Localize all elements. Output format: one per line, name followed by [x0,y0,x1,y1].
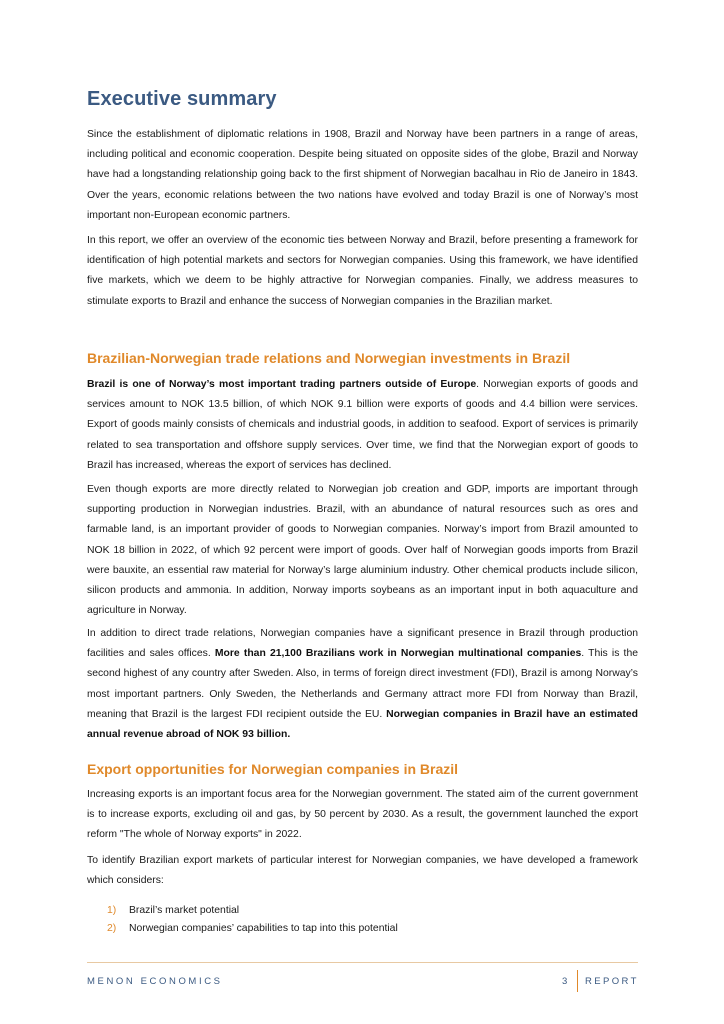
trade-paragraph-2: Even though exports are more directly related to Norwegian job creation and GDP, imports are important through supporting production in Norwegian industries. Brazil, with an abundance of natural resources such as ores and farmable land, is an important provider of goods to Norwegian companies. Norway’s import from Brazil amounted to NOK 18 billion in 2022, of which 92 percent were import of goods. Over half of Norwegian goods imports from Brazil were bauxite, an essential raw material for Norway’s large aluminium industry. Other chemical products include silicon, silicon products and ammonia. In addition, Norway imports soybeans as an important input in both aquaculture and agriculture in Norway. [87,484,638,617]
intro-paragraph-2: In this report, we offer an overview of the economic ties between Norway and Brazil, before presenting a framework for identification of high potential markets and sectors for Norwegian companies. Using this framework, we have identified five markets, which we deem to be highly attractive for Norwegian companies. Finally, we address measures to stimulate exports to Brazil and enhance the success of Norwegian companies in the Brazilian market. [87,235,638,307]
page-title: Executive summary [87,88,277,110]
trade-paragraph-1-rest: . Norwegian exports of goods and services amount to NOK 13.5 billion, of which NOK 9.1 billion were exports of goods and 4.4 billion were services. Export of goods mainly consists of chemicals and industrial goods, in addition to seafood. Export of services is primarily related to sea transportation and offshore supply services. Over time, we find that the Norwegian export of goods to Brazil has increased, whereas the export of services has declined. [87,379,638,471]
list-item [87,902,638,920]
section-heading-trade: Brazilian-Norwegian trade relations and Norwegian investments in Brazil [87,350,571,366]
trade-paragraph-3-a: In addition to direct trade relations, Norwegian companies have a significant presence in Brazil through production facilities and sales offices. [87,628,638,660]
footer-divider [87,962,638,963]
intro-paragraph-1: Since the establishment of diplomatic relations in 1908, Brazil and Norway have been partners in a range of areas, including political and economic cooperation. Despite being situated on opposite sides of the globe, Brazil and Norway have had a longstanding relationship going back to the first shipment of Norwegian bacalhau in Rio de Janeiro in 1843. Over the years, economic relations between the two nations have evolved and today Brazil is one of Norway’s most important non-European economic partners. [87,129,638,221]
framework-list [87,902,638,938]
trade-paragraph-1 [87,375,638,476]
footer-company: MENON ECONOMICS [87,976,223,987]
footer-separator [577,970,578,992]
trade-paragraph-3 [87,624,638,745]
trade-paragraph-3-b: . This is the second highest of any country after Sweden. Also, in terms of foreign direct investment (FDI), Brazil is among Norway’s most important partners. Only Sweden, the Netherlands and Germany attract more FDI from Norway than Brazil, meaning that Brazil is the largest FDI recipient outside the EU. [87,648,638,720]
trade-paragraph-3-bold-1: More than 21,100 Brazilians work in Norwegian multinational companies [214,648,582,660]
section-heading-export: Export opportunities for Norwegian companies in Brazil [87,761,459,777]
export-paragraph-2: To identify Brazilian export markets of particular interest for Norwegian companies, we have developed a framework which considers: [87,855,638,887]
footer-doc-type: REPORT [585,976,639,987]
list-item [87,920,638,938]
list-text: Norwegian companies’ capabilities to tap into this potential [129,923,398,935]
list-number: 1) [107,905,117,916]
page-number: 3 [562,976,568,987]
list-number: 2) [107,923,117,935]
export-paragraph-1: Increasing exports is an important focus area for the Norwegian government. The stated aim of the current government is to increase exports, excluding oil and gas, by 50 percent by 2030. As a result, the government launched the export reform "The whole of Norway exports" in 2022. [87,789,638,841]
list-text: Brazil’s market potential [129,905,240,916]
trade-paragraph-1-bold: Brazil is one of Norway’s most important trading partners outside of Europe [87,379,477,390]
trade-paragraph-3-bold-2: Norwegian companies in Brazil have an estimated annual revenue abroad of NOK 93 billion. [87,708,638,741]
